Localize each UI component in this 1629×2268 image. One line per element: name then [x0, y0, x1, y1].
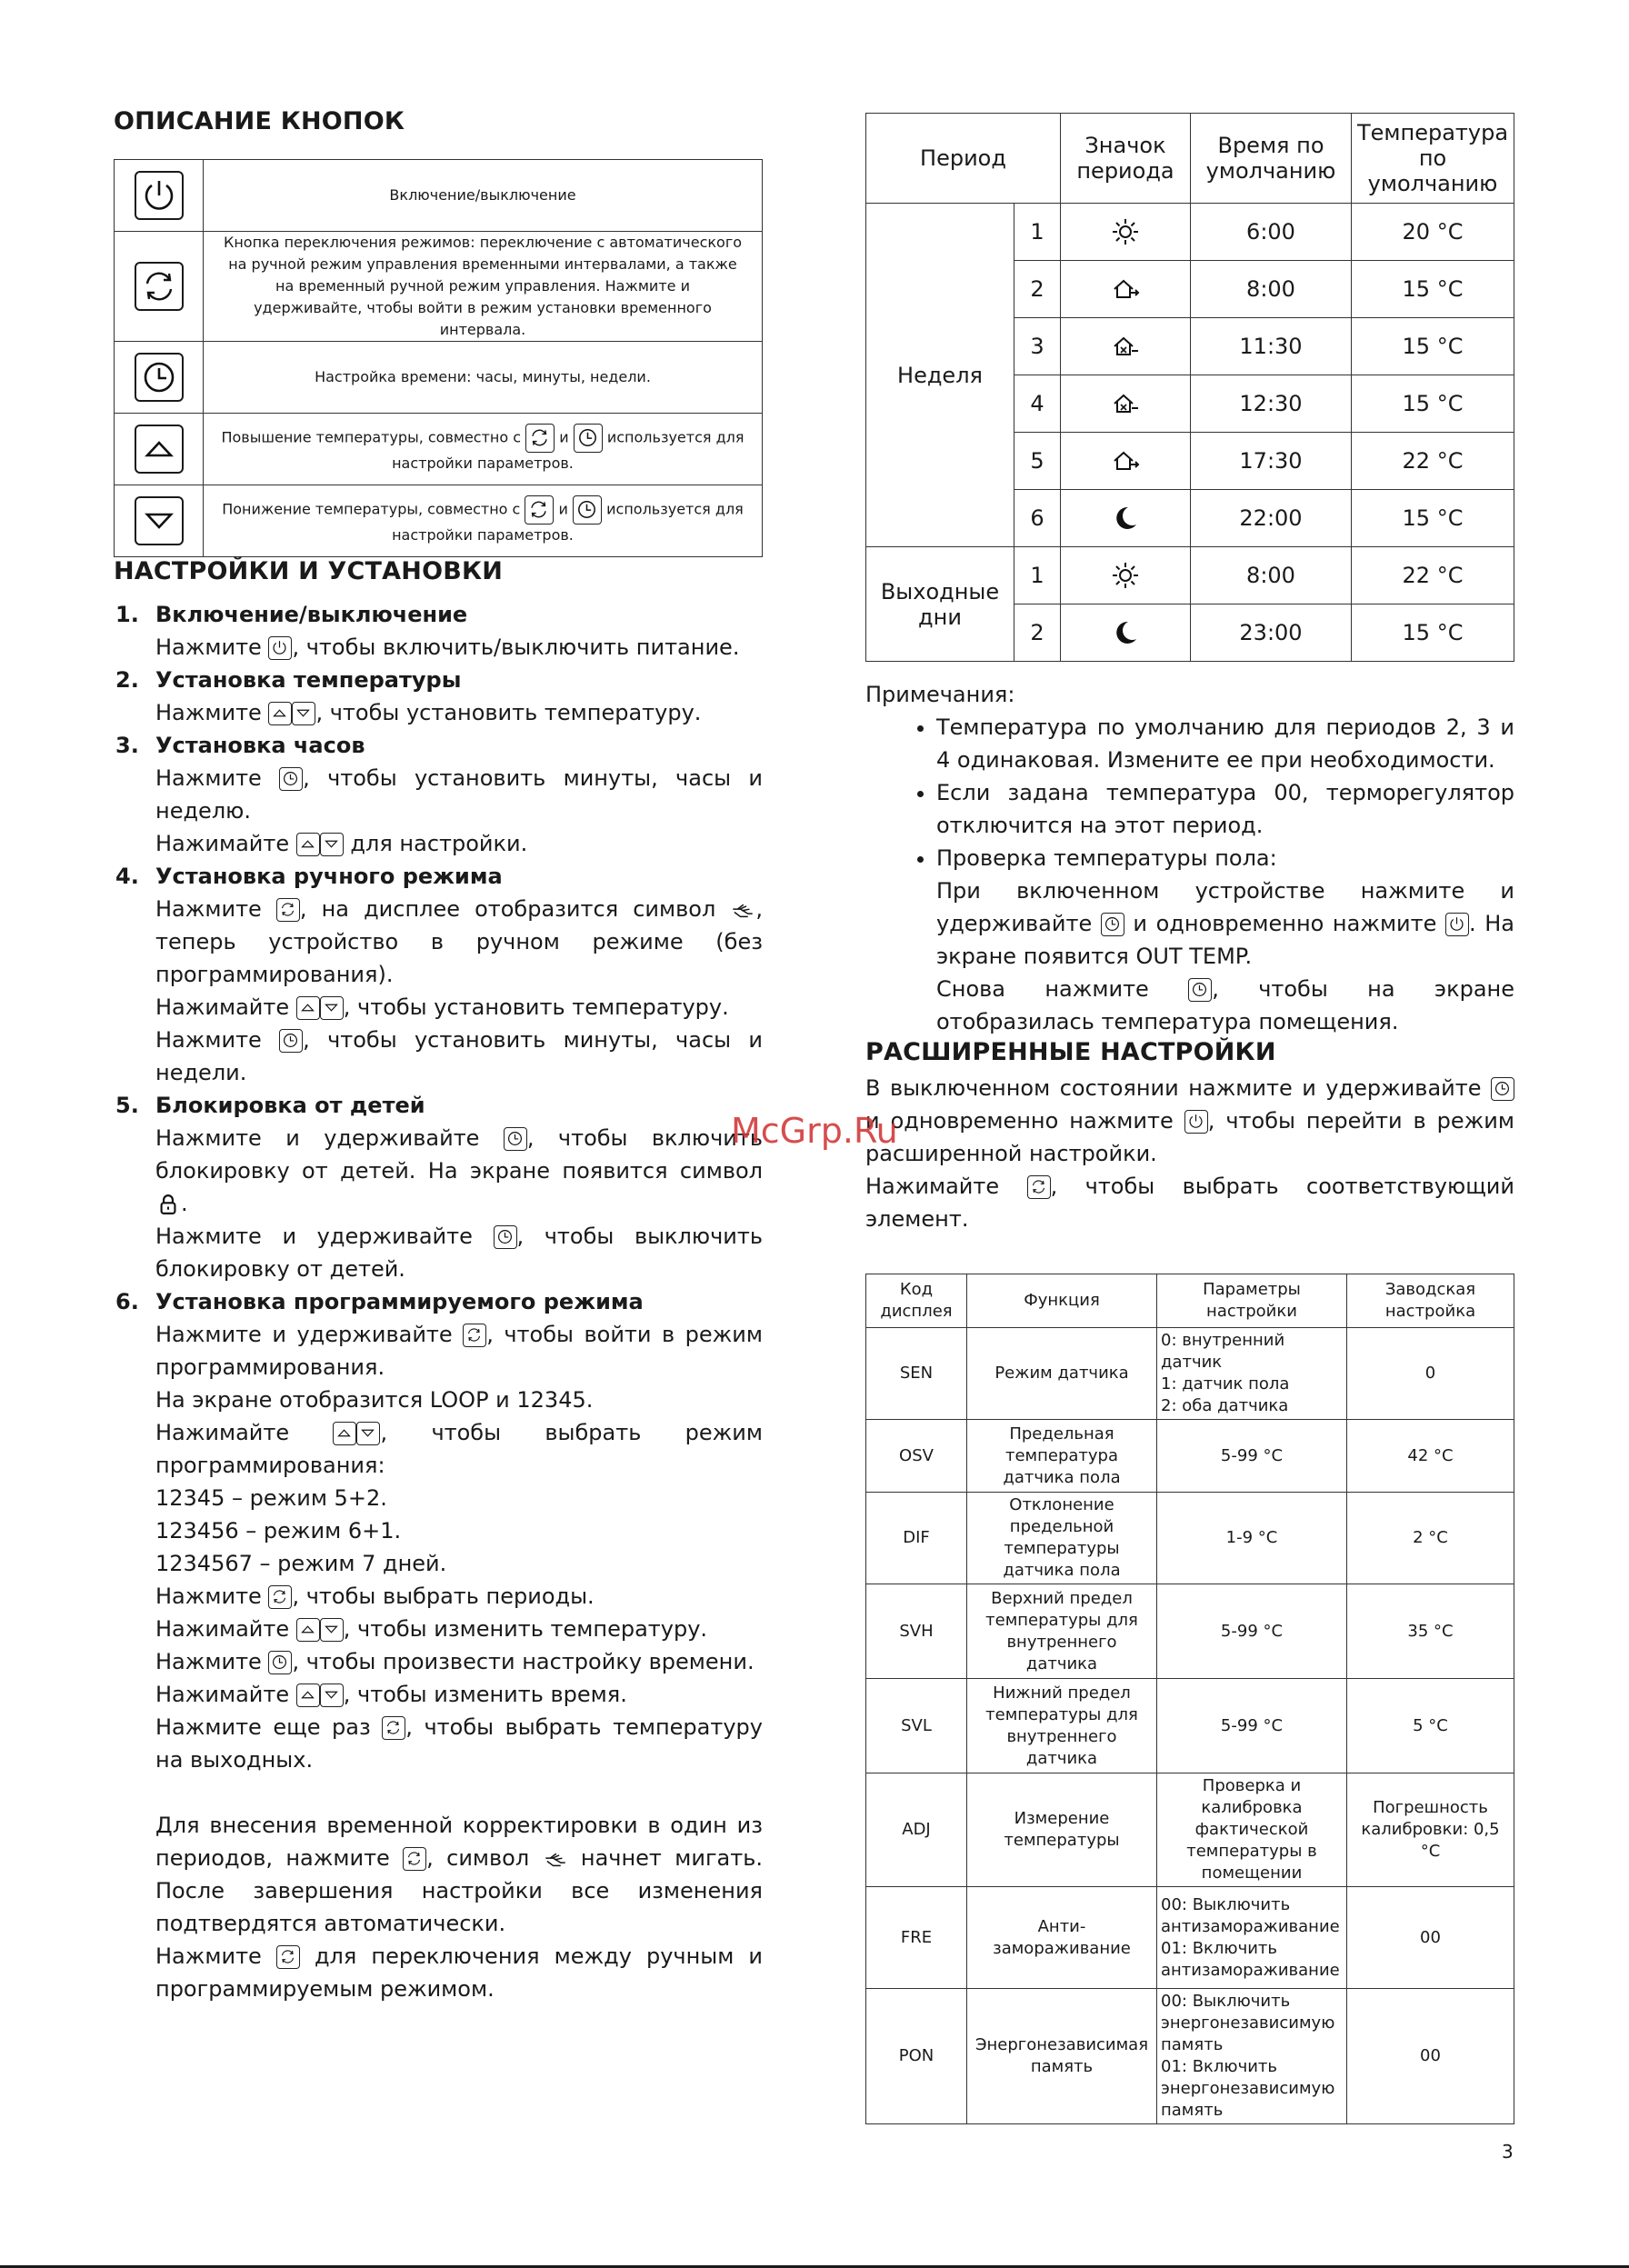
arrow-up-icon [135, 425, 184, 474]
right-column: Период Значок периода Время по умолчанию Температура по умолчанию Неделя 1 6:00 20 °C 2 8:00 15 °C 3 11:30 15 °C 4 12:30 15 °C 5 17:30 22 °C 6 22:00 15 °C Выходные дни 1 8:00 22 °C 2 23:00 15 °C Примечания: • Температура по умолчанию для периодов 2, 3 и 4 одинаковая. Измените ее при необходимости. • Если задана температура 00, терморегулятор отключится на этот период. • Проверка температуры пола: При включенном устройстве нажмите и удерживайте и одновременно нажмите . На экране появится OUT TEMP. Снова нажмите , чтобы на экране отобразилась температура помещения. РАСШИРЕННЫЕ НАСТРОЙКИ В выключенном состоянии нажмите и удерживайте и одновременно нажмите , чтобы перейти в режим расширенной настройки. Нажимайте , чтобы выбрать соответствующий элемент. Код дисплея Функция Параметры настройки Заводская настройка SEN Режим датчика 0: внутренний датчик 1: датчик пола 2: оба датчика 0 OSV Предельная температура датчика пола 5-99 °C 42 °C DIF Отклонение предельной температуры датчика пола 1-9 °C 2 °C SVH Верхний предел температуры для внутреннего датчика 5-99 °C 35 °C SVL Нижний предел температуры для внутреннего датчика 5-99 °C 5 °C ADJ Измерение температуры Проверка и калибровка фактической температуры в помещении Погрешность калибровки: 0,5 °C FRE Анти-замораживание 00: Выключить антизамораживание 01: Включить антизамораживание 00 PON Энергонезависимая память 00: Выключить энергонезависимую память 01: Включить энергонезависимую память 00 [865, 113, 1514, 2124]
clock-icon [268, 1651, 292, 1674]
list-item: 1. Включение/выключение Нажмите , чтобы включить/выключить питание. [115, 602, 740, 660]
table-row: 2 8:00 15 °C [866, 261, 1514, 318]
advanced-settings-table [865, 1274, 1514, 2124]
arrow-down-icon [292, 702, 315, 725]
table-row: SEN Режим датчика 0: внутренний датчик 1: датчик пола 2: оба датчика 0 [866, 1328, 1514, 1420]
period-table [865, 113, 1514, 662]
table-row [115, 485, 763, 557]
table-header-row [866, 114, 1514, 204]
clock-icon [574, 424, 603, 453]
column-header: Период [866, 114, 1061, 204]
table-row: Неделя 1 6:00 20 °C [866, 204, 1514, 261]
table-row: ADJ Измерение температуры Проверка и калибровка фактической температуры в помещении Погрешность калибровки: 0,5 °C [866, 1773, 1514, 1887]
mode-switch-icon [276, 1945, 300, 1969]
settings-steps [114, 598, 763, 2005]
table-row: 5 17:30 22 °C [866, 433, 1514, 490]
column-header: Значок периода [1061, 114, 1191, 204]
buttons-table [114, 159, 763, 557]
table-row [115, 342, 763, 414]
clock-icon [135, 353, 184, 402]
buttons-section-title: ОПИСАНИЕ КНОПОК [114, 107, 405, 135]
clock-icon [279, 767, 303, 791]
table-row: Выходные дни 1 8:00 22 °C [866, 547, 1514, 604]
clock-icon [504, 1127, 527, 1151]
return-home-icon [1110, 331, 1141, 362]
mode-switch-icon [268, 1585, 292, 1609]
arrow-up-icon [296, 996, 320, 1020]
list-item: 4. Установка ручного режима Нажмите , на дисплее отобразится символ , теперь устройство в ручном режиме (без программирования). Нажимайте , чтобы установить температуру. Нажмите , чтобы установить минуты, часы и недели. [115, 864, 763, 1085]
sun-icon [1110, 560, 1141, 591]
table-row: SVH Верхний предел температуры для внутреннего датчика 5-99 °C 35 °C [866, 1584, 1514, 1679]
page-number: 3 [1502, 2141, 1514, 2163]
table-row: DIF Отклонение предельной температуры датчика пола 1-9 °C 2 °C [866, 1493, 1514, 1584]
mode-switch-icon [525, 424, 555, 453]
clock-icon [1101, 913, 1124, 936]
table-header-row [866, 1274, 1514, 1328]
arrow-down-icon [320, 996, 344, 1020]
hand-icon [543, 1846, 568, 1872]
watermark: McGrp.Ru [731, 1111, 898, 1151]
list-item: • Проверка температуры пола: При включенном устройстве нажмите и удерживайте и одновременно нажмите . На экране появится OUT TEMP. Снова нажмите , чтобы на экране отобразилась температура помещения. [936, 842, 1514, 1038]
table-row: PON Энергонезависимая память 00: Выключить энергонезависимую память 01: Включить энергонезависимую память 00 [866, 1989, 1514, 2124]
sun-icon [1110, 216, 1141, 247]
table-row: OSV Предельная температура датчика пола 5-99 °C 42 °C [866, 1420, 1514, 1493]
mode-switch-icon [382, 1716, 405, 1740]
table-row [115, 160, 763, 232]
column-header: Код дисплея [866, 1274, 967, 1328]
table-row [115, 414, 763, 485]
clock-icon [1188, 978, 1212, 1002]
arrow-up-icon [333, 1422, 356, 1445]
settings-section-title: НАСТРОЙКИ И УСТАНОВКИ [114, 557, 504, 585]
arrow-down-icon [320, 1618, 344, 1642]
arrow-up-icon [268, 702, 292, 725]
power-icon [1184, 1110, 1208, 1134]
table-row: 2 23:00 15 °C [866, 604, 1514, 662]
list-item: 3. Установка часов Нажмите , чтобы установить минуты, часы и неделю. Нажимайте для настройки. [115, 733, 763, 856]
moon-icon [1110, 617, 1141, 648]
arrow-up-icon [296, 833, 320, 856]
mode-switch-icon [1027, 1175, 1051, 1199]
button-description: Кнопка переключения режимов: переключение с автоматического на ручной режим управления временными интервалами, а также на временный ручной режим управления. Нажмите и удерживайте, чтобы войти в режим установки временного интервала. [204, 232, 763, 342]
list-item: 2. Установка температуры Нажмите , чтобы установить температуру. [115, 667, 702, 725]
table-row: 4 12:30 15 °C [866, 375, 1514, 433]
column-header: Функция [967, 1274, 1157, 1328]
button-description: Повышение температуры, совместно с и используется для настройки параметров. [204, 414, 763, 485]
power-icon [1445, 913, 1469, 936]
list-item: 5. Блокировка от детей Нажмите и удерживайте , чтобы включить блокировку от детей. На экране появится символ . Нажмите и удерживайте , чтобы выключить блокировку от детей. [115, 1093, 763, 1282]
table-row [115, 232, 763, 342]
mode-switch-icon [276, 898, 300, 922]
clock-icon [1491, 1077, 1514, 1101]
leave-home-icon [1110, 274, 1141, 305]
power-icon [268, 636, 292, 660]
column-header: Заводская настройка [1347, 1274, 1514, 1328]
clock-icon [494, 1225, 517, 1249]
arrow-down-icon [320, 833, 344, 856]
arrow-down-icon [320, 1684, 344, 1707]
notes-title: Примечания: [865, 682, 1015, 707]
clock-icon [573, 495, 602, 525]
column-header: Температура по умолчанию [1352, 114, 1514, 204]
return-home-icon [1110, 388, 1141, 419]
arrow-down-icon [135, 496, 184, 545]
leave-home-icon [1110, 445, 1141, 476]
mode-switch-icon [525, 495, 554, 525]
button-description: Понижение температуры, совместно с и используется для настройки параметров. [204, 485, 763, 557]
lock-icon [155, 1192, 181, 1217]
arrow-up-icon [296, 1684, 320, 1707]
button-description: Включение/выключение [204, 160, 763, 232]
power-icon [135, 171, 184, 220]
left-column [114, 107, 763, 2005]
mode-switch-icon [463, 1324, 486, 1347]
moon-icon [1110, 503, 1141, 534]
group-label: Неделя [866, 204, 1014, 547]
mode-switch-icon [403, 1847, 426, 1871]
list-item: • Температура по умолчанию для периодов 2, 3 и 4 одинаковая. Измените ее при необходимости. [936, 711, 1514, 776]
advanced-section-title: РАСШИРЕННЫЕ НАСТРОЙКИ [865, 1038, 1276, 1066]
list-item: • Если задана температура 00, терморегулятор отключится на этот период. [936, 776, 1514, 842]
arrow-down-icon [356, 1422, 380, 1445]
list-item: 6. Установка программируемого режима Нажмите и удерживайте , чтобы войти в режим программирования. На экране отобразится LOOP и 12345. Нажимайте , чтобы выбрать режим программирования: 12345 – режим 5+2. 123456 – режим 6+1. 1234567 – режим 7 дней. Нажмите , чтобы выбрать периоды. Нажимайте , чтобы изменить температуру. Нажмите , чтобы произвести настройку времени. Нажимайте , чтобы изменить время. Нажмите еще раз , чтобы выбрать температуру на выходных. Для внесения временной корректировки в один из периодов, нажмите , символ начнет мигать. После завершения настройки все изменения подтвердятся автоматически. Нажмите для переключения между ручным и программируемым режимом. [115, 1289, 764, 2002]
table-row: SVL Нижний предел температуры для внутреннего датчика 5-99 °C 5 °C [866, 1679, 1514, 1773]
mode-switch-icon [135, 262, 184, 311]
table-row: FRE Анти-замораживание 00: Выключить антизамораживание 01: Включить антизамораживание 00 [866, 1887, 1514, 1989]
arrow-up-icon [296, 1618, 320, 1642]
hand-icon [730, 897, 755, 923]
table-row: 6 22:00 15 °C [866, 490, 1514, 547]
group-label: Выходные дни [866, 547, 1014, 662]
table-row: 3 11:30 15 °C [866, 318, 1514, 375]
clock-icon [279, 1029, 303, 1053]
column-header: Параметры настройки [1157, 1274, 1347, 1328]
notes [865, 678, 1514, 1038]
column-header: Время по умолчанию [1191, 114, 1352, 204]
button-description: Настройка времени: часы, минуты, недели. [204, 342, 763, 414]
